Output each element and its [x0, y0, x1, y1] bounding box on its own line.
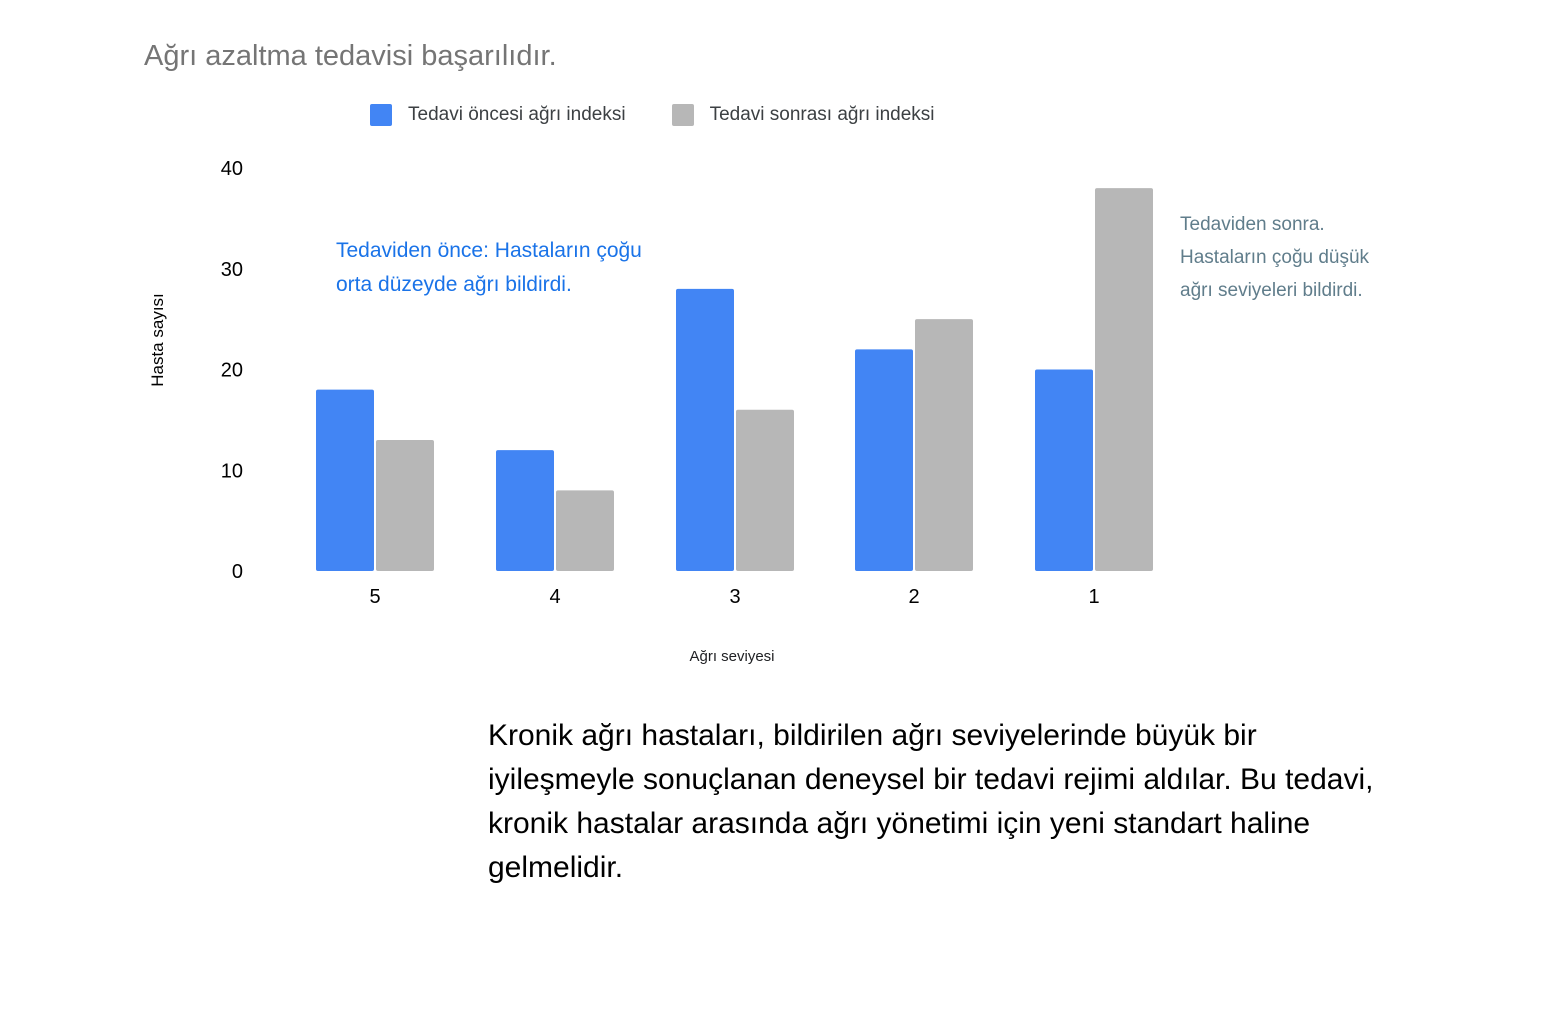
x-tick-label: 2 — [908, 586, 920, 608]
bar-before-3[interactable] — [676, 289, 734, 571]
bar-before-5[interactable] — [316, 390, 374, 571]
x-tick-label: 3 — [729, 586, 741, 608]
legend-label-before: Tedavi öncesi ağrı indeksi — [408, 104, 626, 125]
bar-after-1[interactable] — [1095, 188, 1153, 571]
y-axis-label: Hasta sayısı — [148, 293, 167, 387]
y-tick-label: 40 — [220, 158, 243, 180]
y-tick-label: 10 — [220, 460, 243, 483]
x-tick-label: 4 — [549, 586, 561, 608]
bar-after-3[interactable] — [736, 410, 794, 571]
y-tick-label: 30 — [220, 258, 243, 281]
bar-after-2[interactable] — [915, 319, 973, 571]
x-axis-label: Ağrı seviyesi — [689, 648, 775, 665]
chart-title: Ağrı azaltma tedavisi başarılıdır. — [144, 40, 557, 72]
y-tick-label: 0 — [231, 561, 243, 583]
caption-text: Kronik ağrı hastaları, bildirilen ağrı seviyelerinde büyük bir iyileşmeyle sonuçlanan deneysel bir tedavi rejimi aldılar. Bu tedavi, kronik hastalar arasında ağrı yönetimi için yeni standart haline gelmelidir. — [488, 719, 1374, 884]
annotation-before: Tedaviden önce: Hastaların çoğu orta düzeyde ağrı bildirdi. — [336, 239, 642, 296]
x-tick-label: 5 — [369, 586, 381, 608]
bar-after-5[interactable] — [376, 440, 434, 571]
annotation-after: Tedaviden sonra. Hastaların çoğu düşük ağrı seviyeleri bildirdi. — [1180, 214, 1370, 301]
bar-before-1[interactable] — [1035, 370, 1093, 572]
bar-before-2[interactable] — [855, 349, 913, 571]
bar-before-4[interactable] — [496, 450, 554, 571]
bar-after-4[interactable] — [556, 490, 614, 571]
y-tick-label: 20 — [220, 359, 243, 382]
legend-label-after: Tedavi sonrası ağrı indeksi — [709, 104, 935, 125]
x-tick-label: 1 — [1088, 586, 1100, 608]
